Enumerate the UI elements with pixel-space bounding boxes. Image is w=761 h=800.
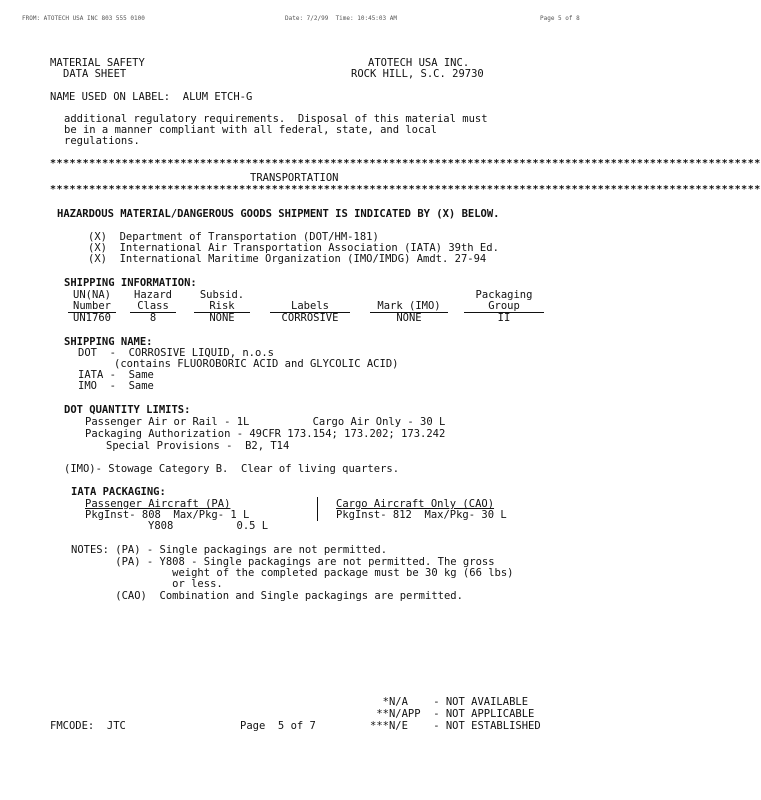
shipping-name-heading: SHIPPING NAME: <box>64 336 153 348</box>
intro-line: be in a manner compliant with all federal, state, and local <box>64 124 437 136</box>
name-used-label <box>50 91 252 103</box>
fax-header-right: Page 5 of 8 <box>540 15 580 22</box>
cell-labels: CORROSIVE <box>281 312 339 324</box>
col-header-packaging: Packaging <box>475 289 533 301</box>
footer-page-number: Page 5 of 7 <box>240 720 316 732</box>
col-header-subsid: Subsid. <box>199 289 245 301</box>
dot-limits-line: Packaging Authorization - 49CFR 173.154; 173.202; 173.242 <box>85 428 446 440</box>
col-header-group: Group <box>464 300 544 313</box>
shipping-name-dot: DOT - CORROSIVE LIQUID, n.o.s <box>78 347 274 359</box>
company-location: ROCK HILL, S.C. 29730 <box>351 68 484 80</box>
shipping-name-imo: IMO - Same <box>78 380 154 392</box>
legend-line: *N/A - NOT AVAILABLE <box>370 696 529 708</box>
pa-line: PkgInst- 808 Max/Pkg- 1 L <box>85 509 250 521</box>
note-line: weight of the completed package must be 30 kg (66 lbs) <box>71 567 514 579</box>
company-name: ATOTECH USA INC. <box>368 57 470 69</box>
product-name: ALUM ETCH-G <box>182 91 253 103</box>
regulation-item: (X) Department of Transportation (DOT/HM-181) <box>88 231 379 243</box>
legend-line: **N/APP - NOT APPLICABLE <box>370 708 535 720</box>
pa-title: Passenger Aircraft (PA) <box>85 498 231 510</box>
cell-mark: NONE <box>396 312 422 324</box>
iata-packaging-heading: IATA PACKAGING: <box>71 486 166 498</box>
doc-title-line-2: DATA SHEET <box>63 68 127 80</box>
fax-header-center: Date: 7/2/99 Time: 10:45:03 AM <box>285 15 397 22</box>
cao-line: PkgInst- 812 Max/Pkg- 30 L <box>336 509 507 521</box>
col-header-class: Class <box>130 300 176 313</box>
cell-subsid-risk: NONE <box>209 312 235 324</box>
note-line: NOTES: (PA) - Single packagings are not permitted. <box>71 544 388 556</box>
regulation-item: (X) International Air Transportation Association (IATA) 39th Ed. <box>88 242 499 254</box>
footer-fmcode: FMCODE: JTC <box>50 720 126 732</box>
col-header-mark: Mark (IMO) <box>370 300 448 313</box>
col-header-un: UN(NA) <box>73 289 111 301</box>
dot-limits-heading: DOT QUANTITY LIMITS: <box>64 404 191 416</box>
col-header-number: Number <box>68 300 116 313</box>
shipping-name-contains: (contains FLUOROBORIC ACID and GLYCOLIC ACID) <box>114 358 399 370</box>
intro-line: regulations. <box>64 135 140 147</box>
cell-hazard-class: 8 <box>149 312 157 324</box>
col-header-hazard: Hazard <box>134 289 172 301</box>
note-line: (PA) - Y808 - Single packagings are not permitted. The gross <box>71 556 495 568</box>
column-divider <box>317 497 318 521</box>
doc-title-line-1: MATERIAL SAFETY <box>50 57 145 69</box>
pa-line: Y808 0.5 L <box>148 520 269 532</box>
shipping-info-heading: SHIPPING INFORMATION: <box>64 277 197 289</box>
note-line: or less. <box>71 578 223 590</box>
note-line: (CAO) Combination and Single packagings are permitted. <box>71 590 463 602</box>
intro-line: additional regulatory requirements. Disposal of this material must <box>64 113 488 125</box>
name-label: NAME USED ON LABEL: <box>50 91 171 103</box>
imo-stowage: (IMO)- Stowage Category B. Clear of living quarters. <box>64 463 400 475</box>
fax-header-left: FROM: ATOTECH USA INC 803 555 0100 <box>22 15 145 22</box>
col-header-labels: Labels <box>270 300 350 313</box>
shipping-name-iata: IATA - Same <box>78 369 154 381</box>
section-title: TRANSPORTATION <box>250 172 339 184</box>
separator-stars-bottom: ************************************************************************************************************* <box>50 184 761 195</box>
col-header-risk: Risk <box>194 300 250 313</box>
legend-line: ***N/E - NOT ESTABLISHED <box>370 720 541 732</box>
cao-title: Cargo Aircraft Only (CAO) <box>336 498 495 510</box>
cell-packaging-group: II <box>497 312 511 324</box>
dot-limits-line: Special Provisions - B2, T14 <box>106 440 290 452</box>
separator-stars-top: ************************************************************************************************************* <box>50 158 761 169</box>
cell-un-number: UN1760 <box>73 312 111 324</box>
hazmat-heading: HAZARDOUS MATERIAL/DANGEROUS GOODS SHIPMENT IS INDICATED BY (X) BELOW. <box>57 208 500 220</box>
regulation-item: (X) International Maritime Organization (IMO/IMDG) Amdt. 27-94 <box>88 253 487 265</box>
dot-limits-line: Passenger Air or Rail - 1L Cargo Air Only - 30 L <box>85 416 446 428</box>
